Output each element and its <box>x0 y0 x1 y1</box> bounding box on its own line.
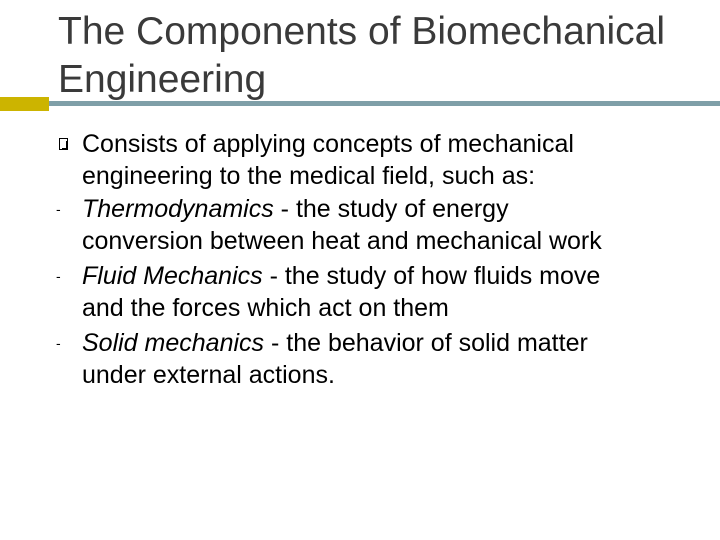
item-description: - the study of how fluids move <box>262 262 601 290</box>
dash-bullet: - <box>56 201 61 217</box>
box-bullet-icon <box>59 138 68 150</box>
content-list <box>0 128 720 394</box>
dash-bullet: - <box>56 268 61 284</box>
slide-title: The Components of Biomechanical Engineering <box>58 10 665 101</box>
list-item-fluid-mechanics <box>0 260 720 324</box>
dash-bullet: - <box>56 335 61 351</box>
item-line-1 <box>82 193 696 225</box>
list-item-thermodynamics <box>0 193 720 257</box>
item-line-1 <box>82 260 696 292</box>
item-description: - the behavior of solid matter <box>264 329 588 357</box>
intro-item <box>0 128 720 192</box>
item-term: Solid mechanics <box>82 329 265 357</box>
item-description: - the study of energy <box>273 195 509 223</box>
item-line-1 <box>82 327 696 359</box>
intro-line-1: Consists of applying concepts of mechanical <box>82 130 574 158</box>
list-item-solid-mechanics <box>0 327 720 391</box>
item-line-2: and the forces which act on them <box>82 294 449 322</box>
title-accent-bar <box>0 97 49 111</box>
intro-line-2: engineering to the medical field, such as: <box>82 162 536 190</box>
title-divider-line <box>49 101 720 106</box>
item-line-2: conversion between heat and mechanical work <box>82 227 602 255</box>
item-term: Fluid Mechanics <box>82 262 263 290</box>
item-term: Thermodynamics <box>82 195 274 223</box>
item-line-2: under external actions. <box>82 361 335 389</box>
